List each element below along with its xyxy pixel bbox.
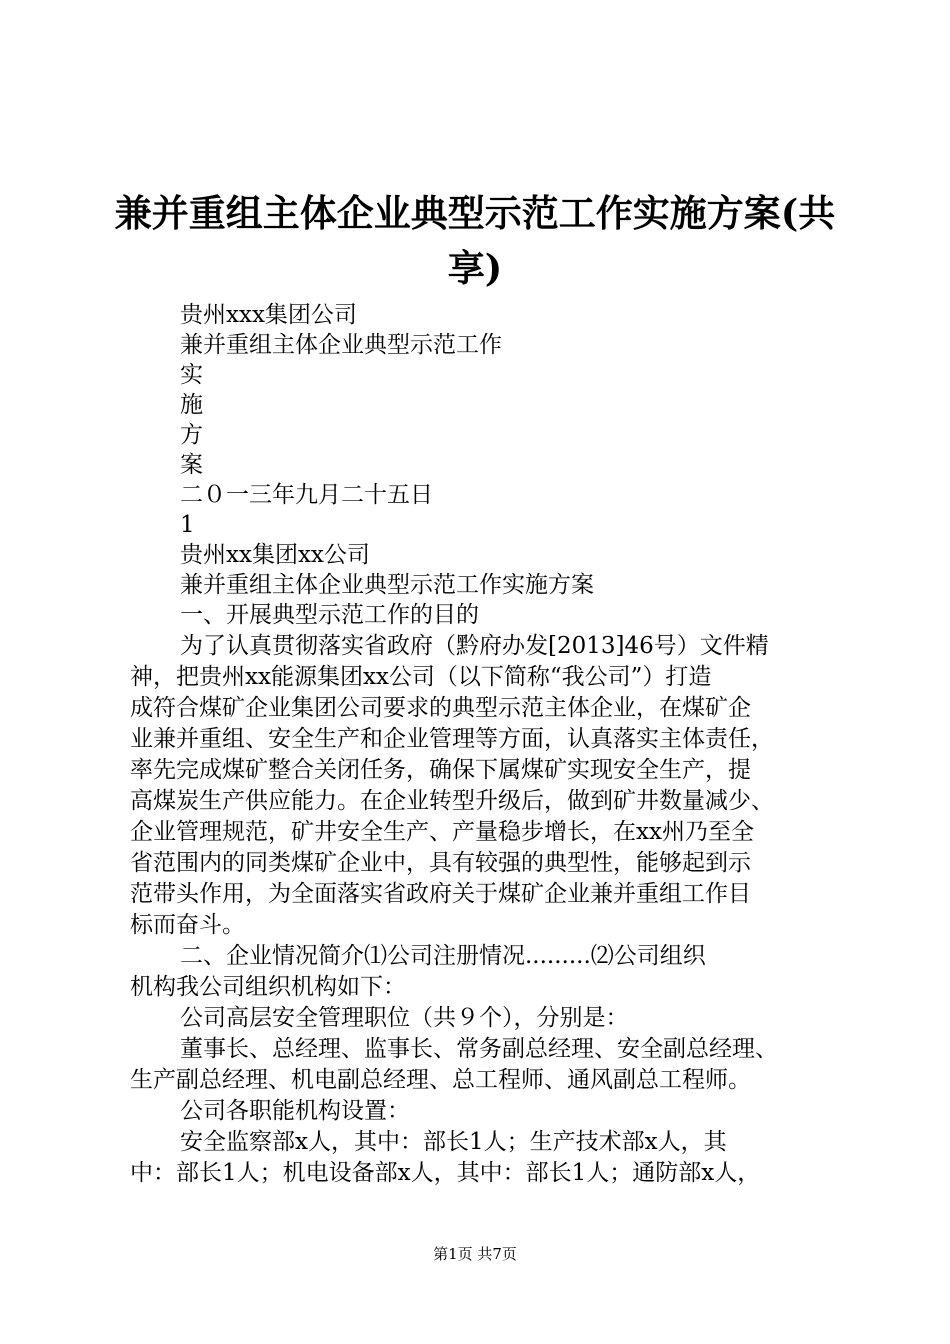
body-heading: 兼并重组主体企业典型示范工作实施方案 bbox=[180, 572, 594, 598]
section-1-line: 企业管理规范，矿井安全生产、产量稳步增长，在xx州乃至全 bbox=[130, 819, 754, 845]
cover-company: 贵州xxx集团公司 bbox=[180, 302, 357, 328]
department-line: 中：部长1人；机电设备部x人，其中：部长1人；通防部x人， bbox=[130, 1160, 761, 1186]
section-2-line: 机构我公司组织机构如下： bbox=[130, 974, 406, 1000]
section-1-line: 神，把贵州xx能源集团xx公司（以下简称“我公司”）打造 bbox=[130, 664, 712, 690]
section-1-title: 一、开展典型示范工作的目的 bbox=[180, 602, 479, 628]
body-company: 贵州xx集团xx公司 bbox=[180, 542, 370, 568]
section-2-line: 二、企业情况简介⑴公司注册情况.........⑵公司组织 bbox=[180, 943, 706, 969]
cover-char: 施 bbox=[180, 392, 203, 418]
cover-page-number: 1 bbox=[180, 512, 195, 538]
section-1-line: 业兼并重组、安全生产和企业管理等方面，认真落实主体责任， bbox=[130, 726, 774, 752]
section-1-line: 范带头作用，为全面落实省政府关于煤矿企业兼并重组工作目 bbox=[130, 881, 751, 907]
management-line: 董事长、总经理、监事长、常务副总经理、安全副总经理、 bbox=[180, 1036, 778, 1062]
page-footer: 第1页 共7页 bbox=[433, 1245, 517, 1263]
section-1-line: 成符合煤矿企业集团公司要求的典型示范主体企业，在煤矿企 bbox=[130, 695, 751, 721]
department-intro: 公司各职能机构设置： bbox=[180, 1098, 410, 1124]
management-intro: 公司高层安全管理职位（共９个），分别是： bbox=[180, 1005, 629, 1031]
section-1-line: 率先完成煤矿整合关闭任务，确保下属煤矿实现安全生产，提 bbox=[130, 757, 751, 783]
document-title-line-1: 兼并重组主体企业典型示范工作实施方案(共 bbox=[114, 191, 836, 235]
cover-char: 实 bbox=[180, 362, 203, 388]
management-line: 生产副总经理、机电副总经理、总工程师、通风副总工程师。 bbox=[130, 1067, 751, 1093]
cover-char: 案 bbox=[180, 452, 203, 478]
document-title-line-2: 享) bbox=[447, 246, 503, 290]
section-1-line: 省范围内的同类煤矿企业中，具有较强的典型性，能够起到示 bbox=[130, 850, 751, 876]
section-1-line: 标而奋斗。 bbox=[130, 912, 245, 938]
section-1-line: 为了认真贯彻落实省政府（黔府办发[2013]46号）文件精 bbox=[180, 633, 769, 659]
cover-heading: 兼并重组主体企业典型示范工作 bbox=[180, 332, 502, 358]
section-1-line: 高煤炭生产供应能力。在企业转型升级后，做到矿井数量减少、 bbox=[130, 788, 774, 814]
cover-char: 方 bbox=[180, 422, 203, 448]
department-line: 安全监察部x人，其中：部长1人；生产技术部x人，其 bbox=[180, 1129, 727, 1155]
cover-date: 二０一三年九月二十五日 bbox=[180, 482, 433, 508]
